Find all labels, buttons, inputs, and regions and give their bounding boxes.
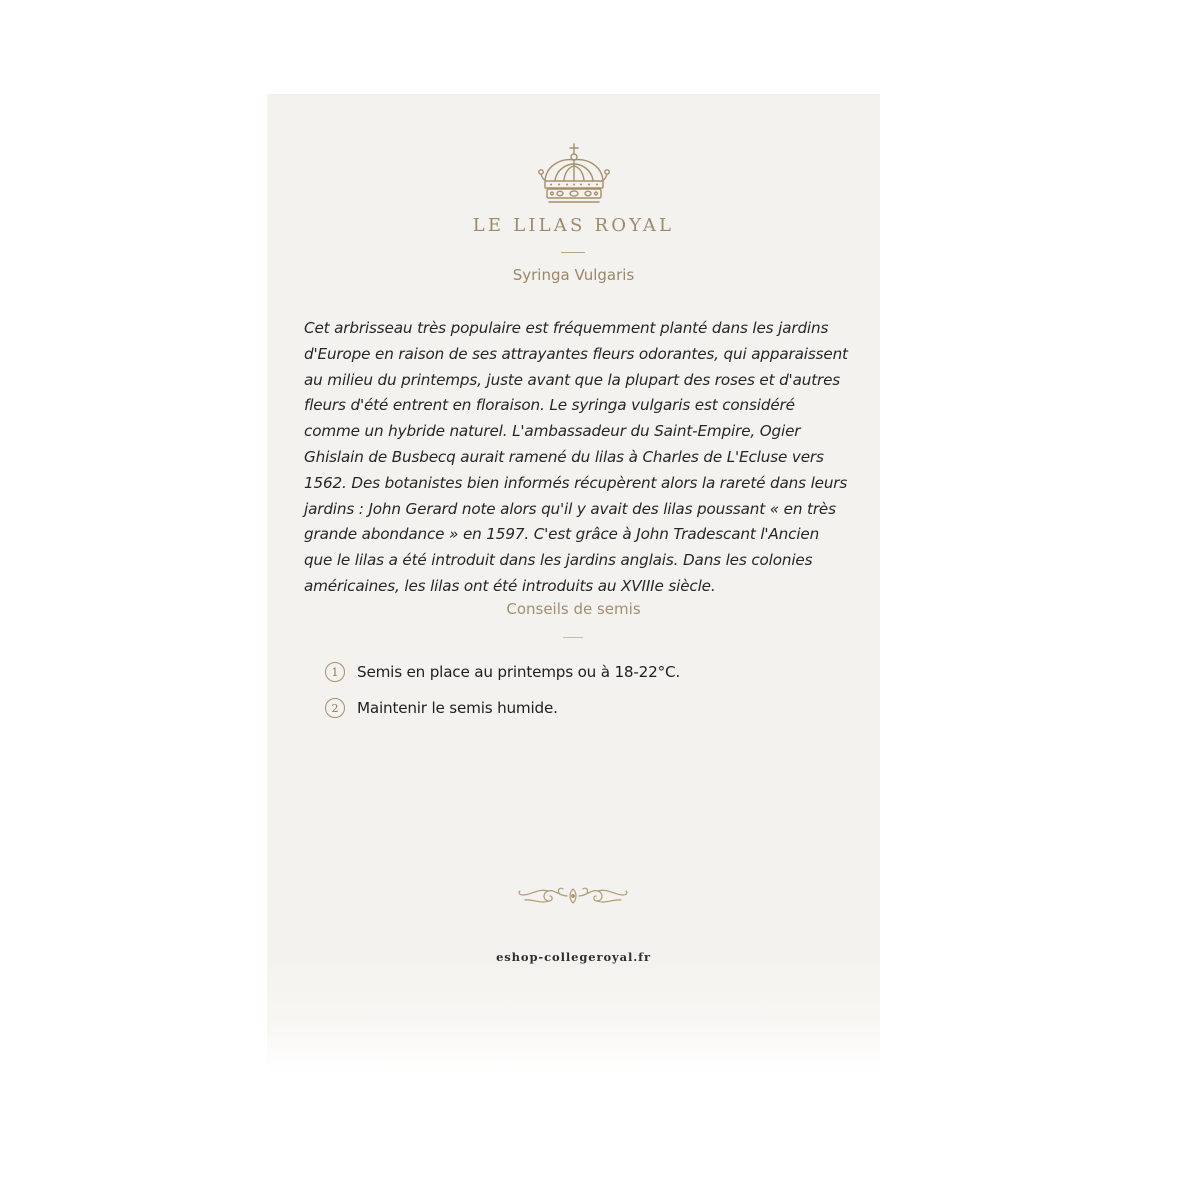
sowing-divider	[563, 637, 583, 638]
sowing-tips-list	[325, 659, 680, 731]
sowing-tip	[325, 695, 680, 721]
sowing-tip	[325, 659, 680, 685]
step-number-badge: 1	[325, 662, 345, 682]
flourish-ornament-icon	[515, 883, 631, 909]
crown-icon	[535, 142, 613, 204]
sowing-section-title: Conseils de semis	[506, 600, 641, 618]
product-title: LE LILAS ROYAL	[472, 215, 675, 236]
step-number-badge: 2	[325, 698, 345, 718]
sowing-tip-text: Semis en place au printemps ou à 18-22°C.	[357, 663, 681, 681]
product-description: Cet arbrisseau très populaire est fréquemment planté dans les jardins d'Europe en raison de ses attrayantes fleurs odorantes, qui apparaissent au milieu du printemps, juste avant que la plupart des roses et d'autres fleurs d'été entrent en floraison. Le syringa vulgaris est considéré comme un hybride naturel. L'ambassadeur du Saint-Empire, Ogier Ghislain de Busbecq aurait ramené du lilas à Charles de L'Ecluse vers 1562. Des botanistes bien informés récupèrent alors la rareté dans leurs jardins : John Gerard note alors qu'il y avait des lilas poussant « en très grande abondance » en 1597. C'est grâce à John Tradescant l'Ancien que le lilas a été introduit dans les jardins anglais. Dans les colonies américaines, les lilas ont été introduits au XVIIIe siècle.	[304, 319, 848, 595]
sowing-tip-text: Maintenir le semis humide.	[357, 699, 558, 717]
website-url: eshop-collegeroyal.fr	[496, 950, 651, 964]
latin-name: Syringa Vulgaris	[512, 266, 635, 284]
title-divider	[561, 252, 585, 253]
seed-packet-card	[267, 94, 880, 1074]
